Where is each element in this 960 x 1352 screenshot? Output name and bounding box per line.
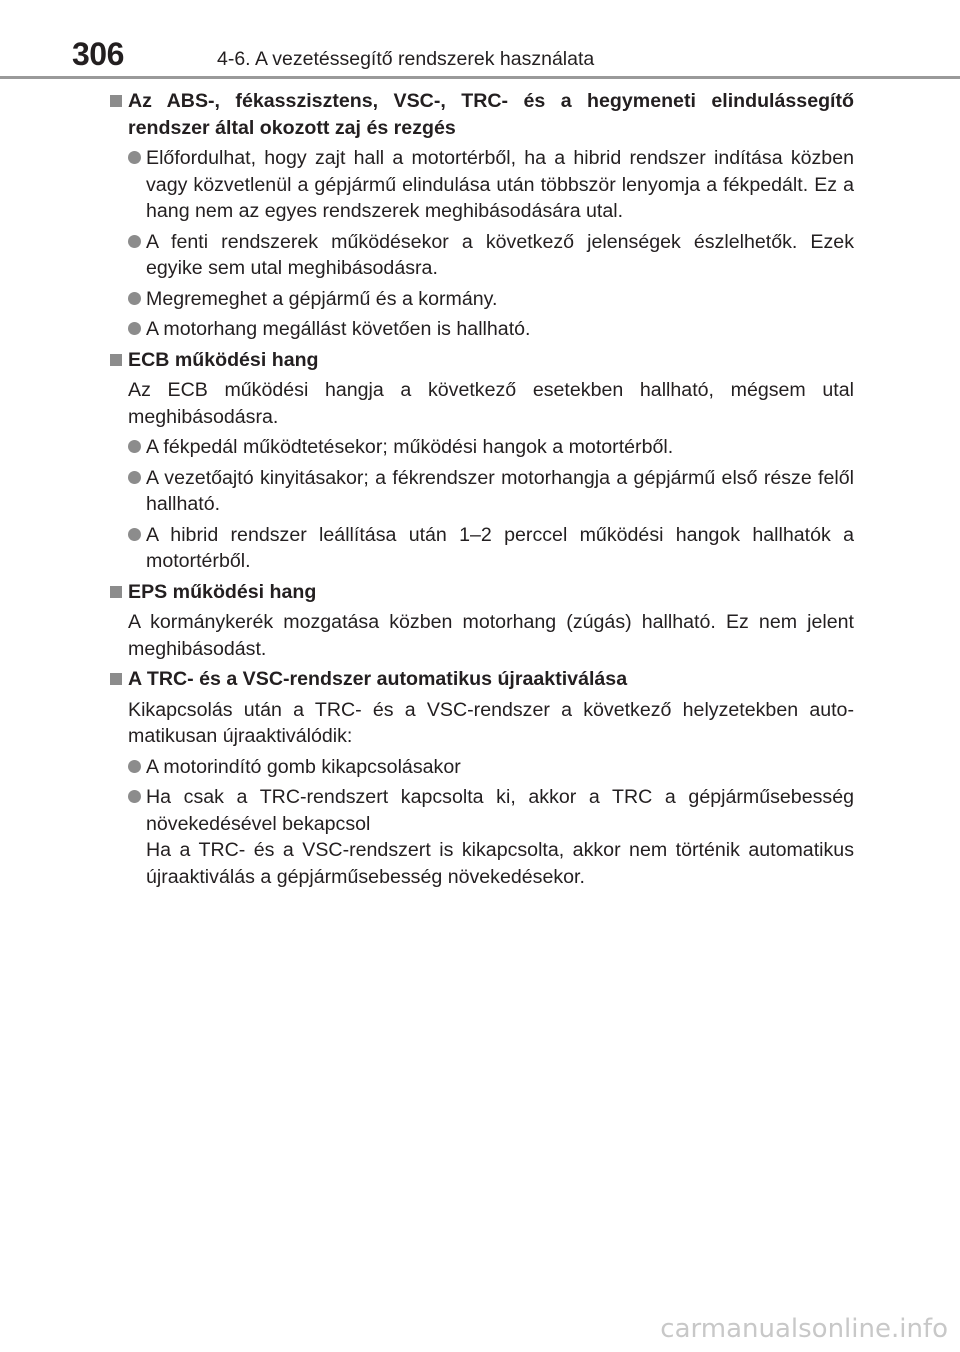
section-square-icon [110, 673, 122, 685]
bullet-dot-icon [128, 471, 141, 484]
list-item [128, 316, 854, 343]
bullet-dot-icon [128, 292, 141, 305]
bullet-dot-icon [128, 528, 141, 541]
section-intro: A kormánykerék mozgatása közben motorhang (zúgás) hallható. Ez nem jelent meghibásodást. [128, 611, 854, 660]
bullet-dot-icon [128, 235, 141, 248]
section-title: EPS működési hang [128, 580, 317, 603]
bullet-dot-icon [128, 790, 141, 803]
list-item [128, 784, 854, 890]
bullet-dot-icon [128, 151, 141, 164]
section-square-icon [110, 354, 122, 366]
section-abs-noise [110, 88, 854, 343]
list-item [128, 434, 854, 461]
list-item [128, 145, 854, 225]
list-item-text: A vezetőajtó kinyitásakor; a fékrendszer motorhangja a gépjármű első része felől hallható. [146, 466, 854, 515]
header-divider [0, 76, 960, 79]
section-intro: Kikapcsolás után a TRC- és a VSC-rendszer a következő helyzetekben automatikusan újraaktiválódik: [128, 698, 854, 747]
list-item-text: Megremeghet a gépjármű és a kormány. [146, 287, 498, 310]
section-trc-vsc-reactivation [110, 666, 854, 890]
chapter-title: 4-6. A vezetéssegítő rendszerek használata [217, 48, 595, 70]
section-intro: Az ECB működési hangja a következő esetekben hallható, mégsem utal meghibásodásra. [128, 379, 854, 428]
page-header [0, 0, 960, 80]
list-item-text: Előfordulhat, hogy zajt hall a motortérből, ha a hibrid rendszer indítása közben vagy közvetlenül a gépjármű elindulása után többször lenyomja a fékpedált. Ez a hang nem az egyes rendszerek meghibásodására utal. [146, 147, 854, 222]
section-title: ECB működési hang [128, 348, 319, 371]
list-item [128, 286, 854, 313]
list-item-text: A fékpedál működtetésekor; működési hangok a motortérből. [146, 436, 674, 458]
list-item [128, 754, 854, 781]
section-square-icon [110, 586, 122, 598]
list-item-text: A motorindító gomb kikapcsolásakor [146, 755, 461, 778]
section-title: A TRC- és a VSC-rendszer automatikus újraaktiválása [128, 668, 628, 690]
section-ecb-sound [110, 347, 854, 575]
list-item-text: Ha a TRC- és a VSC-rendszert is kikapcsolta, akkor nem történik automatikus újraaktiválás a gépjárműsebesség növekedésekor. [146, 839, 854, 888]
bullet-dot-icon [128, 760, 141, 773]
list-item [128, 522, 854, 575]
list-item-text: A motorhang megállást követően is hallható. [146, 318, 531, 340]
list-item-text: A hibrid rendszer leállítása után 1–2 perccel működési hangok hallhatók a motortérből. [146, 523, 854, 572]
bullet-dot-icon [128, 322, 141, 335]
section-square-icon [110, 95, 122, 107]
page-content [110, 88, 854, 894]
list-item [128, 229, 854, 282]
list-item-text: Ha csak a TRC-rendszert kapcsolta ki, akkor a TRC a gépjárműsebesség növekedésével bekapcsol [146, 786, 854, 835]
list-item-text: A fenti rendszerek működésekor a következő jelenségek észlelhetők. Ezek egyike sem utal meghibásodásra. [146, 230, 854, 279]
list-item [128, 465, 854, 518]
page-number: 306 [72, 36, 124, 72]
section-title: Az ABS-, fékasszisztens, VSC-, TRC- és a hegymeneti elindulássegítő rendszer által okozott zaj és rezgés [128, 90, 854, 139]
bullet-dot-icon [128, 440, 141, 453]
section-eps-sound [110, 579, 854, 663]
watermark: carmanualsonline.info [660, 1314, 948, 1344]
